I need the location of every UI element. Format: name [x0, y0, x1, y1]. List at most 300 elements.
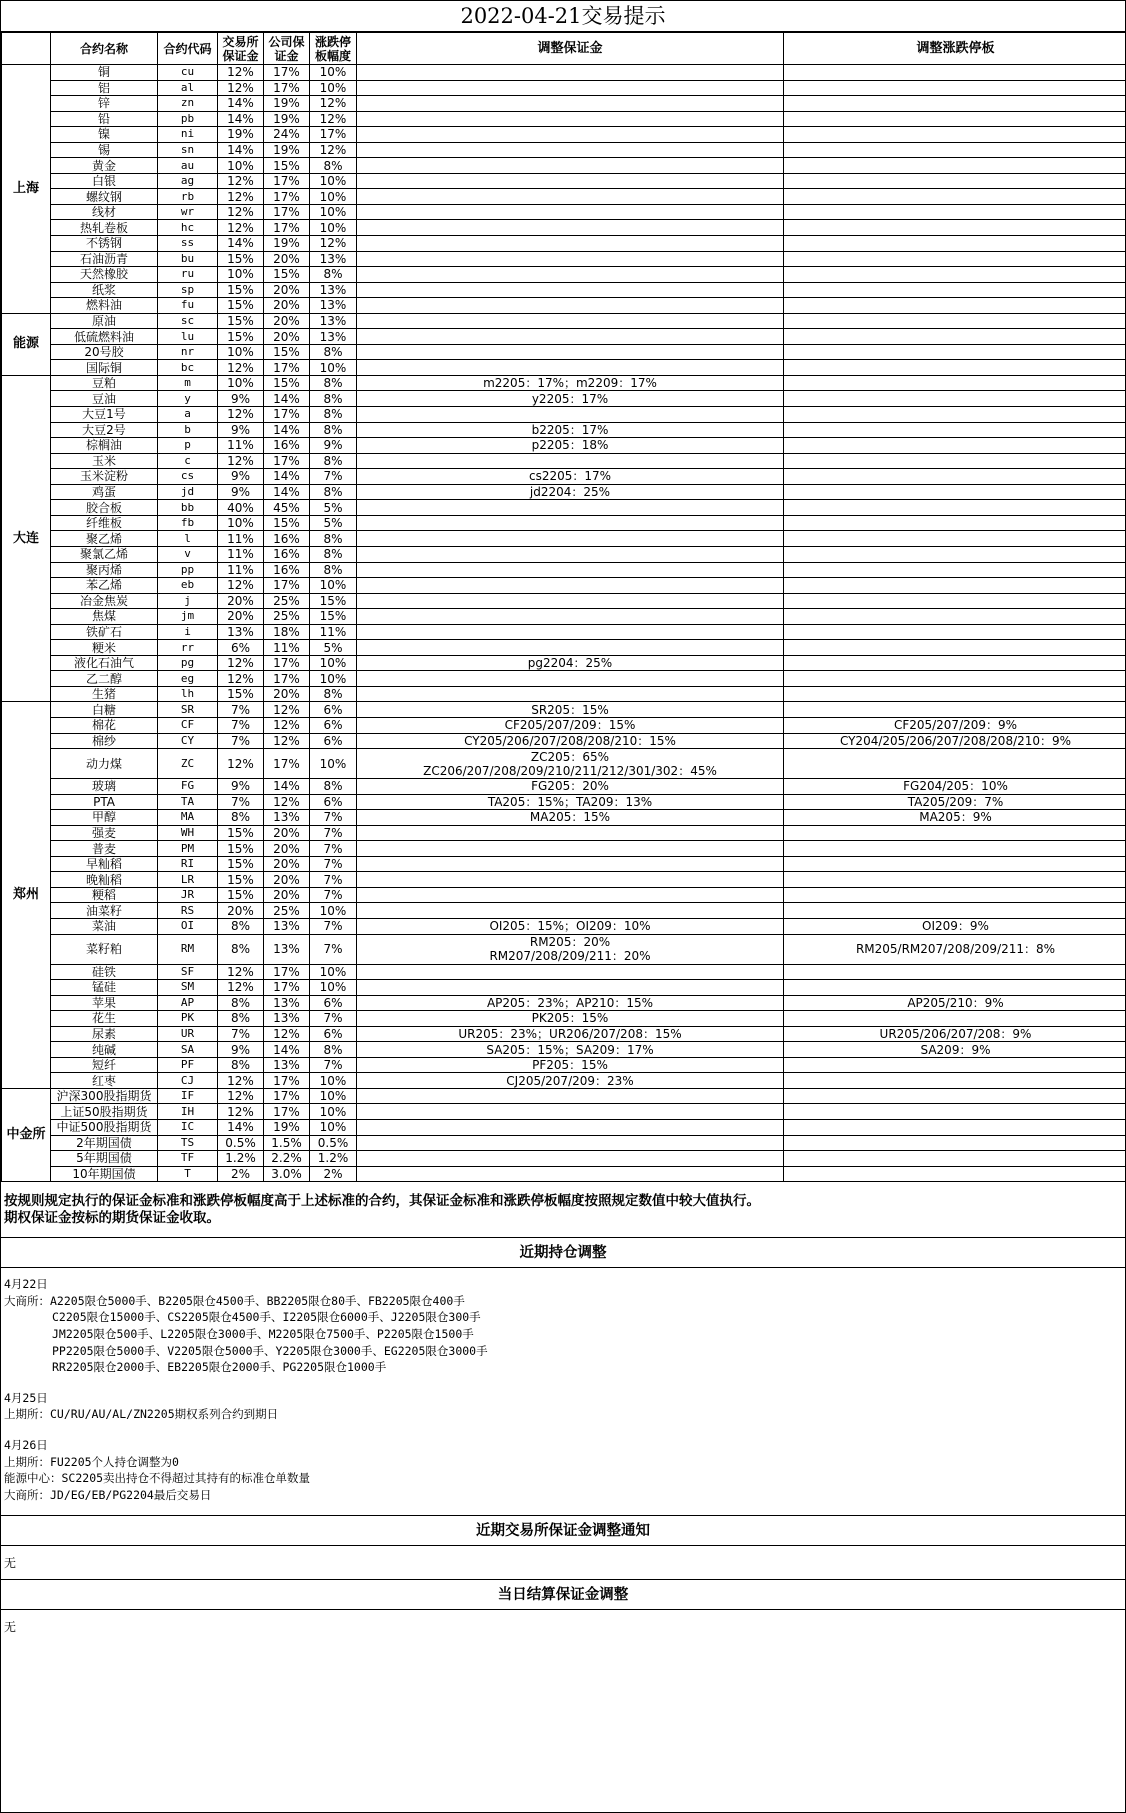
contract-name-cell: 菜油 — [51, 918, 158, 934]
exchange-margin-cell: 9% — [218, 422, 264, 438]
exchange-margin-cell: 14% — [218, 142, 264, 158]
limit-range-cell: 10% — [310, 1104, 357, 1120]
limit-range-cell: 7% — [310, 887, 357, 903]
exchange-label: 上海 — [2, 65, 51, 314]
contract-code-cell: SF — [158, 964, 218, 980]
table-row — [2, 375, 1126, 391]
limit-range-cell: 8% — [310, 407, 357, 423]
contract-name-cell: 铁矿石 — [51, 624, 158, 640]
limit-range-cell: 6% — [310, 702, 357, 718]
company-margin-cell: 19% — [264, 111, 310, 127]
adjusted-limit-cell — [784, 702, 1126, 718]
contract-code-cell: IF — [158, 1088, 218, 1104]
contract-name-cell: 动力煤 — [51, 749, 158, 779]
header-contract-name: 合约名称 — [51, 33, 158, 65]
adjusted-margin-cell: FG205：20% — [357, 779, 784, 795]
contract-name-cell: 聚乙烯 — [51, 531, 158, 547]
exchange-margin-cell: 12% — [218, 173, 264, 189]
position-date-block — [4, 1276, 1122, 1376]
company-margin-cell: 19% — [264, 236, 310, 252]
exchange-margin-cell: 12% — [218, 189, 264, 205]
exchange-margin-cell: 20% — [218, 903, 264, 919]
contract-name-cell: 纤维板 — [51, 515, 158, 531]
limit-range-cell: 10% — [310, 749, 357, 779]
limit-range-cell: 17% — [310, 127, 357, 143]
position-adjust-title: 近期持仓调整 — [1, 1238, 1125, 1268]
limit-range-cell: 6% — [310, 794, 357, 810]
contract-code-cell: c — [158, 453, 218, 469]
company-margin-cell: 19% — [264, 1120, 310, 1136]
contract-code-cell: SA — [158, 1042, 218, 1058]
table-row — [2, 173, 1126, 189]
exchange-margin-cell: 15% — [218, 251, 264, 267]
adjusted-limit-cell: CY204/205/206/207/208/208/210：9% — [784, 733, 1126, 749]
exchange-margin-cell: 12% — [218, 671, 264, 687]
contract-name-cell: 国际铜 — [51, 360, 158, 376]
table-row — [2, 422, 1126, 438]
company-margin-cell: 17% — [264, 1073, 310, 1089]
company-margin-cell: 19% — [264, 142, 310, 158]
exchange-margin-cell: 7% — [218, 1026, 264, 1042]
adjusted-margin-cell: OI205：15%；OI209：10% — [357, 918, 784, 934]
table-row — [2, 391, 1126, 407]
limit-range-cell: 10% — [310, 1120, 357, 1136]
contract-code-cell: bb — [158, 500, 218, 516]
company-margin-cell: 16% — [264, 438, 310, 454]
table-row — [2, 671, 1126, 687]
table-row — [2, 1135, 1126, 1151]
contract-name-cell: 白银 — [51, 173, 158, 189]
adjusted-margin-cell — [357, 251, 784, 267]
limit-range-cell: 10% — [310, 204, 357, 220]
company-margin-cell: 14% — [264, 391, 310, 407]
contract-name-cell: 棕榈油 — [51, 438, 158, 454]
limit-range-cell: 5% — [310, 640, 357, 656]
header-exchange — [2, 33, 51, 65]
adjusted-margin-cell: pg2204：25% — [357, 655, 784, 671]
limit-range-cell: 8% — [310, 531, 357, 547]
position-date: 4月26日 — [4, 1437, 48, 1452]
company-margin-cell: 16% — [264, 562, 310, 578]
company-margin-cell: 13% — [264, 934, 310, 964]
exchange-label: 中金所 — [2, 1088, 51, 1181]
adjusted-margin-cell — [357, 872, 784, 888]
company-margin-cell: 12% — [264, 1026, 310, 1042]
contract-name-cell: 菜籽粕 — [51, 934, 158, 964]
adjusted-limit-cell — [784, 298, 1126, 314]
exchange-margin-cell: 15% — [218, 887, 264, 903]
exchange-margin-cell: 13% — [218, 624, 264, 640]
table-row — [2, 841, 1126, 857]
adjusted-limit-cell — [784, 267, 1126, 283]
adjusted-limit-cell — [784, 96, 1126, 112]
table-row — [2, 794, 1126, 810]
adjusted-limit-cell — [784, 841, 1126, 857]
table-row — [2, 918, 1126, 934]
limit-range-cell: 13% — [310, 282, 357, 298]
adjusted-limit-cell — [784, 127, 1126, 143]
position-line: 大商所：A2205限仓5000手、B2205限仓4500手、BB2205限仓80手、FB2205限仓400手 — [4, 1293, 465, 1308]
adjusted-margin-cell — [357, 173, 784, 189]
adjusted-limit-cell — [784, 1088, 1126, 1104]
company-margin-cell: 17% — [264, 578, 310, 594]
contract-name-cell: 粳稻 — [51, 887, 158, 903]
adjusted-margin-cell — [357, 964, 784, 980]
exchange-margin-cell: 12% — [218, 749, 264, 779]
exchange-label: 大连 — [2, 375, 51, 701]
adjusted-margin-cell — [357, 453, 784, 469]
contract-name-cell: 棉花 — [51, 717, 158, 733]
exchange-margin-cell: 12% — [218, 1104, 264, 1120]
table-row — [2, 111, 1126, 127]
adjusted-limit-cell — [784, 887, 1126, 903]
contract-code-cell: LR — [158, 872, 218, 888]
contract-name-cell: 液化石油气 — [51, 655, 158, 671]
table-row — [2, 65, 1126, 81]
contract-name-cell: 苯乙烯 — [51, 578, 158, 594]
table-row — [2, 251, 1126, 267]
limit-range-cell: 0.5% — [310, 1135, 357, 1151]
limit-range-cell: 7% — [310, 856, 357, 872]
contract-name-cell: 早籼稻 — [51, 856, 158, 872]
table-row — [2, 158, 1126, 174]
adjusted-limit-cell: SA209：9% — [784, 1042, 1126, 1058]
contract-name-cell: 红枣 — [51, 1073, 158, 1089]
header-exchange-margin: 交易所保证金 — [218, 33, 264, 65]
adjusted-limit-cell — [784, 1104, 1126, 1120]
contract-code-cell: TS — [158, 1135, 218, 1151]
adjusted-margin-cell — [357, 80, 784, 96]
exchange-margin-cell: 12% — [218, 578, 264, 594]
adjusted-limit-cell — [784, 80, 1126, 96]
adjusted-margin-cell: b2205：17% — [357, 422, 784, 438]
limit-range-cell: 6% — [310, 733, 357, 749]
contract-code-cell: bc — [158, 360, 218, 376]
contract-name-cell: 玻璃 — [51, 779, 158, 795]
adjusted-limit-cell — [784, 546, 1126, 562]
exchange-margin-cell: 7% — [218, 794, 264, 810]
contract-code-cell: AP — [158, 995, 218, 1011]
exchange-margin-cell: 9% — [218, 779, 264, 795]
limit-range-cell: 5% — [310, 500, 357, 516]
adjusted-margin-cell — [357, 189, 784, 205]
position-line: JM2205限仓500手、L2205限仓3000手、M2205限仓7500手、P2205限仓1500手 — [52, 1326, 474, 1341]
adjusted-margin-cell — [357, 220, 784, 236]
adjusted-margin-cell — [357, 65, 784, 81]
limit-range-cell: 6% — [310, 717, 357, 733]
exchange-margin-cell: 40% — [218, 500, 264, 516]
adjusted-limit-cell — [784, 204, 1126, 220]
limit-range-cell: 8% — [310, 686, 357, 702]
exchange-margin-cell: 2% — [218, 1166, 264, 1182]
adjusted-limit-cell — [784, 142, 1126, 158]
adjusted-limit-cell — [784, 531, 1126, 547]
adjusted-limit-cell — [784, 624, 1126, 640]
contract-name-cell: 生猪 — [51, 686, 158, 702]
adjusted-margin-cell — [357, 825, 784, 841]
exchange-margin-cell: 10% — [218, 158, 264, 174]
company-margin-cell: 12% — [264, 733, 310, 749]
exchange-margin-cell: 8% — [218, 918, 264, 934]
exchange-margin-cell: 12% — [218, 65, 264, 81]
adjusted-limit-cell — [784, 329, 1126, 345]
exchange-margin-cell: 7% — [218, 717, 264, 733]
table-row — [2, 438, 1126, 454]
limit-range-cell: 10% — [310, 578, 357, 594]
adjusted-limit-cell — [784, 1135, 1126, 1151]
company-margin-cell: 2.2% — [264, 1151, 310, 1167]
limit-range-cell: 10% — [310, 360, 357, 376]
company-margin-cell: 20% — [264, 298, 310, 314]
company-margin-cell: 17% — [264, 453, 310, 469]
exchange-margin-cell: 12% — [218, 220, 264, 236]
limit-range-cell: 8% — [310, 344, 357, 360]
rule-notes — [1, 1182, 1125, 1238]
contract-code-cell: b — [158, 422, 218, 438]
limit-range-cell: 2% — [310, 1166, 357, 1182]
contract-code-cell: ZC — [158, 749, 218, 779]
contract-name-cell: 冶金焦炭 — [51, 593, 158, 609]
adjusted-limit-cell — [784, 856, 1126, 872]
company-margin-cell: 13% — [264, 1057, 310, 1073]
contract-code-cell: i — [158, 624, 218, 640]
limit-range-cell: 15% — [310, 609, 357, 625]
exchange-margin-cell: 8% — [218, 1011, 264, 1027]
contract-name-cell: 纸浆 — [51, 282, 158, 298]
contract-code-cell: zn — [158, 96, 218, 112]
limit-range-cell: 7% — [310, 810, 357, 826]
table-row — [2, 127, 1126, 143]
limit-range-cell: 7% — [310, 934, 357, 964]
adjusted-limit-cell — [784, 360, 1126, 376]
limit-range-cell: 10% — [310, 1088, 357, 1104]
company-margin-cell: 17% — [264, 189, 310, 205]
exchange-margin-cell: 19% — [218, 127, 264, 143]
table-row — [2, 624, 1126, 640]
table-row — [2, 856, 1126, 872]
position-date-block — [4, 1437, 1122, 1503]
adjusted-margin-cell — [357, 360, 784, 376]
rule-note-1: 按规则规定执行的保证金标准和涨跌停板幅度高于上述标准的合约，其保证金标准和涨跌停板幅度按照规定数值中较大值执行。 — [4, 1193, 760, 1210]
exchange-margin-cell: 10% — [218, 344, 264, 360]
limit-range-cell: 10% — [310, 189, 357, 205]
contract-name-cell: 尿素 — [51, 1026, 158, 1042]
table-row — [2, 578, 1126, 594]
adjusted-limit-cell — [784, 391, 1126, 407]
company-margin-cell: 14% — [264, 422, 310, 438]
table-row — [2, 1120, 1126, 1136]
contract-code-cell: lh — [158, 686, 218, 702]
exchange-margin-cell: 12% — [218, 964, 264, 980]
contract-code-cell: cs — [158, 469, 218, 485]
adjusted-margin-cell — [357, 267, 784, 283]
table-row — [2, 655, 1126, 671]
company-margin-cell: 19% — [264, 96, 310, 112]
company-margin-cell: 16% — [264, 546, 310, 562]
exchange-margin-cell: 14% — [218, 236, 264, 252]
contract-code-cell: m — [158, 375, 218, 391]
company-margin-cell: 17% — [264, 407, 310, 423]
company-margin-cell: 13% — [264, 1011, 310, 1027]
limit-range-cell: 7% — [310, 841, 357, 857]
exchange-margin-cell: 20% — [218, 593, 264, 609]
exchange-margin-cell: 10% — [218, 267, 264, 283]
company-margin-cell: 17% — [264, 80, 310, 96]
contract-name-cell: 大豆2号 — [51, 422, 158, 438]
contract-code-cell: lu — [158, 329, 218, 345]
contract-name-cell: 铅 — [51, 111, 158, 127]
adjusted-margin-cell: CJ205/207/209：23% — [357, 1073, 784, 1089]
adjusted-margin-cell: m2205：17%；m2209：17% — [357, 375, 784, 391]
contract-name-cell: 黄金 — [51, 158, 158, 174]
table-row — [2, 749, 1126, 779]
company-margin-cell: 12% — [264, 794, 310, 810]
adjusted-limit-cell — [784, 749, 1126, 779]
limit-range-cell: 8% — [310, 158, 357, 174]
contract-name-cell: 锌 — [51, 96, 158, 112]
adjusted-limit-cell — [784, 671, 1126, 687]
exchange-margin-cell: 12% — [218, 360, 264, 376]
limit-range-cell: 5% — [310, 515, 357, 531]
contract-code-cell: y — [158, 391, 218, 407]
company-margin-cell: 18% — [264, 624, 310, 640]
header-limit-range: 涨跌停板幅度 — [310, 33, 357, 65]
company-margin-cell: 20% — [264, 841, 310, 857]
adjusted-margin-cell — [357, 515, 784, 531]
table-row — [2, 1057, 1126, 1073]
table-row — [2, 329, 1126, 345]
limit-range-cell: 7% — [310, 872, 357, 888]
adjusted-limit-cell: CF205/207/209：9% — [784, 717, 1126, 733]
exchange-margin-cell: 11% — [218, 562, 264, 578]
table-row — [2, 717, 1126, 733]
adjusted-limit-cell — [784, 158, 1126, 174]
contract-name-cell: 豆油 — [51, 391, 158, 407]
exchange-margin-cell: 12% — [218, 655, 264, 671]
exchange-margin-notice-title: 近期交易所保证金调整通知 — [1, 1516, 1125, 1546]
adjusted-limit-cell — [784, 469, 1126, 485]
contract-code-cell: j — [158, 593, 218, 609]
exchange-margin-cell: 6% — [218, 640, 264, 656]
adjusted-limit-cell — [784, 220, 1126, 236]
limit-range-cell: 13% — [310, 298, 357, 314]
company-margin-cell: 1.5% — [264, 1135, 310, 1151]
adjusted-limit-cell — [784, 1011, 1126, 1027]
limit-range-cell: 1.2% — [310, 1151, 357, 1167]
company-margin-cell: 17% — [264, 173, 310, 189]
contract-name-cell: 5年期国债 — [51, 1151, 158, 1167]
table-row — [2, 500, 1126, 516]
company-margin-cell: 17% — [264, 980, 310, 996]
table-row — [2, 609, 1126, 625]
contract-name-cell: 白糖 — [51, 702, 158, 718]
contract-name-cell: 铝 — [51, 80, 158, 96]
exchange-margin-cell: 11% — [218, 546, 264, 562]
contract-code-cell: wr — [158, 204, 218, 220]
contract-name-cell: 豆粕 — [51, 375, 158, 391]
contract-name-cell: 燃料油 — [51, 298, 158, 314]
company-margin-cell: 20% — [264, 887, 310, 903]
contract-code-cell: l — [158, 531, 218, 547]
contract-code-cell: fb — [158, 515, 218, 531]
settlement-margin-body: 无 — [4, 1620, 17, 1635]
company-margin-cell: 16% — [264, 531, 310, 547]
adjusted-limit-cell — [784, 344, 1126, 360]
contract-code-cell: al — [158, 80, 218, 96]
adjusted-margin-cell — [357, 593, 784, 609]
adjusted-margin-cell: TA205：15%；TA209：13% — [357, 794, 784, 810]
adjusted-limit-cell — [784, 1057, 1126, 1073]
table-row — [2, 546, 1126, 562]
adjusted-limit-cell — [784, 251, 1126, 267]
adjusted-margin-cell: SR205：15% — [357, 702, 784, 718]
contract-name-cell: 晚籼稻 — [51, 872, 158, 888]
adjusted-limit-cell — [784, 872, 1126, 888]
adjusted-margin-cell: jd2204：25% — [357, 484, 784, 500]
limit-range-cell: 8% — [310, 562, 357, 578]
table-row — [2, 1026, 1126, 1042]
contract-code-cell: nr — [158, 344, 218, 360]
page-title: 2022-04-21交易提示 — [1, 1, 1125, 32]
adjusted-margin-cell — [357, 578, 784, 594]
contract-name-cell: 焦煤 — [51, 609, 158, 625]
contract-code-cell: ni — [158, 127, 218, 143]
adjusted-margin-cell: PF205：15% — [357, 1057, 784, 1073]
company-margin-cell: 25% — [264, 609, 310, 625]
contract-code-cell: pg — [158, 655, 218, 671]
exchange-margin-cell: 8% — [218, 810, 264, 826]
limit-range-cell: 10% — [310, 671, 357, 687]
contract-name-cell: 强麦 — [51, 825, 158, 841]
limit-range-cell: 8% — [310, 1042, 357, 1058]
contract-name-cell: 2年期国债 — [51, 1135, 158, 1151]
header-adjusted-limit: 调整涨跌停板 — [784, 33, 1126, 65]
contract-name-cell: 甲醇 — [51, 810, 158, 826]
position-line: 能源中心：SC2205卖出持仓不得超过其持有的标准仓单数量 — [4, 1471, 311, 1486]
adjusted-margin-cell — [357, 841, 784, 857]
adjusted-margin-cell — [357, 671, 784, 687]
limit-range-cell: 7% — [310, 825, 357, 841]
company-margin-cell: 20% — [264, 872, 310, 888]
limit-range-cell: 13% — [310, 313, 357, 329]
exchange-margin-cell: 8% — [218, 995, 264, 1011]
adjusted-margin-cell — [357, 407, 784, 423]
table-row — [2, 469, 1126, 485]
company-margin-cell: 17% — [264, 1088, 310, 1104]
limit-range-cell: 12% — [310, 142, 357, 158]
contract-code-cell: v — [158, 546, 218, 562]
company-margin-cell: 20% — [264, 329, 310, 345]
adjusted-margin-cell — [357, 856, 784, 872]
exchange-margin-cell: 9% — [218, 1042, 264, 1058]
company-margin-cell: 17% — [264, 220, 310, 236]
exchange-margin-cell: 15% — [218, 313, 264, 329]
contract-name-cell: 油菜籽 — [51, 903, 158, 919]
exchange-margin-cell: 12% — [218, 980, 264, 996]
adjusted-limit-cell — [784, 593, 1126, 609]
company-margin-cell: 20% — [264, 282, 310, 298]
limit-range-cell: 10% — [310, 80, 357, 96]
limit-range-cell: 12% — [310, 96, 357, 112]
adjusted-limit-cell — [784, 515, 1126, 531]
settlement-margin-title: 当日结算保证金调整 — [1, 1580, 1125, 1610]
contract-name-cell: 石油沥青 — [51, 251, 158, 267]
exchange-margin-cell: 7% — [218, 733, 264, 749]
contract-code-cell: fu — [158, 298, 218, 314]
company-margin-cell: 17% — [264, 655, 310, 671]
company-margin-cell: 20% — [264, 856, 310, 872]
adjusted-limit-cell — [784, 1120, 1126, 1136]
